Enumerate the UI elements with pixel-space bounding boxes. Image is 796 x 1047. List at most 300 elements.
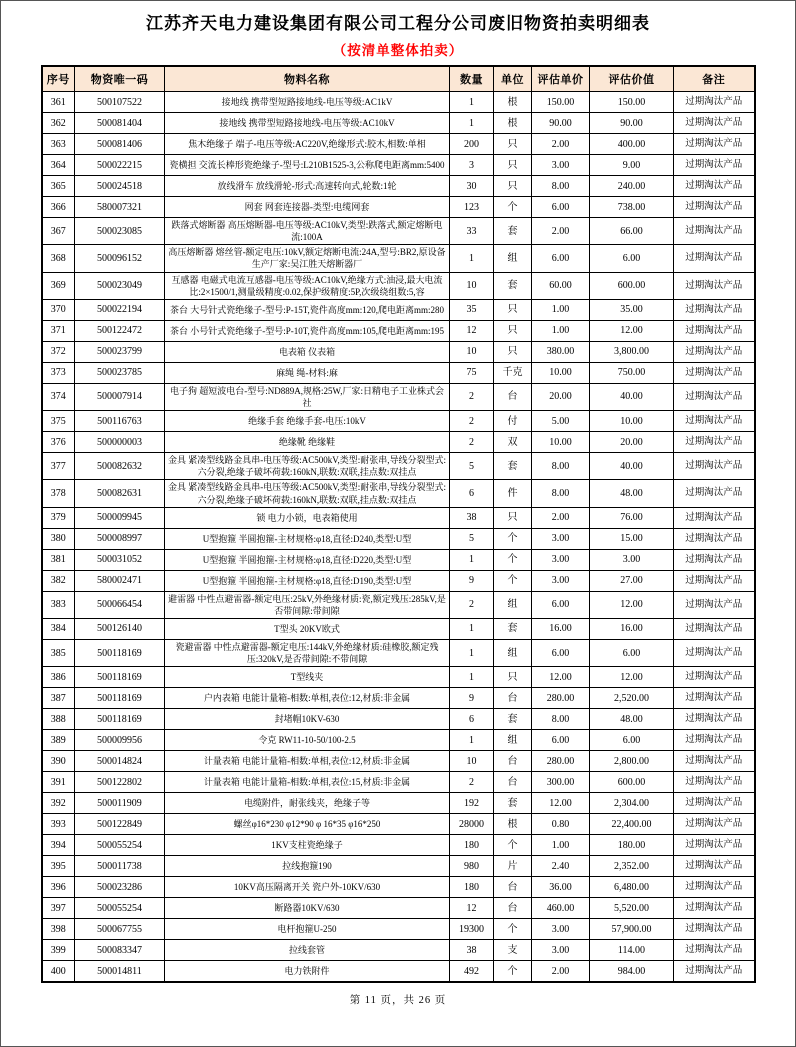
remark-cell: 过期淘汰产品 xyxy=(674,618,755,639)
material-code-column-header: 物资唯一码 xyxy=(75,66,165,92)
unit-price-column-header: 评估单价 xyxy=(532,66,590,92)
unit-price-cell: 12.00 xyxy=(532,667,590,688)
serial-cell: 362 xyxy=(42,113,75,134)
table-header-row xyxy=(42,66,755,92)
serial-cell: 399 xyxy=(42,940,75,961)
table-row xyxy=(42,134,755,155)
material-name-cell: 互感器 电磁式电流互感器-电压等级:AC10kV,绝缘方式:油浸,最大电流比:2×1500/1,测量级精度:0.02,保护级精度:5P,次级绕组数:5,容 xyxy=(165,272,450,299)
unit-cell: 台 xyxy=(494,877,532,898)
materials-table xyxy=(41,65,756,983)
unit-price-cell: 3.00 xyxy=(532,549,590,570)
quantity-cell: 1 xyxy=(450,245,494,272)
unit-column-header: 单位 xyxy=(494,66,532,92)
appraised-value-cell: 600.00 xyxy=(590,772,674,793)
table-row xyxy=(42,362,755,383)
unit-price-cell: 8.00 xyxy=(532,709,590,730)
material-name-cell: 放线滑车 放线滑轮-形式:高速转向式,轮数:1轮 xyxy=(165,176,450,197)
unit-cell: 只 xyxy=(494,134,532,155)
material-name-cell: T型头 20KV欧式 xyxy=(165,618,450,639)
appraised-value-cell: 240.00 xyxy=(590,176,674,197)
table-row xyxy=(42,432,755,453)
material-code-cell: 500118169 xyxy=(75,667,165,688)
material-name-cell: 电子狗 超短波电台-型号:ND889A,规格:25W,厂家:日精电子工业株式会社 xyxy=(165,383,450,410)
material-name-cell: 计量表箱 电能计量箱-相数:单相,表位:15,材质:非金属 xyxy=(165,772,450,793)
material-code-cell: 500014811 xyxy=(75,961,165,982)
material-code-cell: 500022194 xyxy=(75,299,165,320)
unit-cell: 只 xyxy=(494,320,532,341)
unit-cell: 只 xyxy=(494,667,532,688)
unit-cell: 组 xyxy=(494,591,532,618)
material-code-cell: 500011909 xyxy=(75,793,165,814)
appraised-value-cell: 114.00 xyxy=(590,940,674,961)
remark-cell: 过期淘汰产品 xyxy=(674,570,755,591)
serial-cell: 378 xyxy=(42,480,75,507)
appraised-value-cell: 2,800.00 xyxy=(590,751,674,772)
remark-cell: 过期淘汰产品 xyxy=(674,856,755,877)
appraised-value-cell: 15.00 xyxy=(590,528,674,549)
unit-price-cell: 12.00 xyxy=(532,793,590,814)
quantity-cell: 10 xyxy=(450,751,494,772)
remark-cell: 过期淘汰产品 xyxy=(674,341,755,362)
material-name-cell: 茶台 大号针式瓷绝缘子-型号:P-15T,瓷件高度mm:120,爬电距离mm:280 xyxy=(165,299,450,320)
material-name-cell: 拉线套管 xyxy=(165,940,450,961)
material-name-cell: 避雷器 中性点避雷器-额定电压:25kV,外绝缘材质:瓷,额定残压:285kV,是否带间隙:带间隙 xyxy=(165,591,450,618)
material-code-cell: 500009945 xyxy=(75,507,165,528)
unit-price-cell: 60.00 xyxy=(532,272,590,299)
unit-cell: 组 xyxy=(494,730,532,751)
quantity-cell: 1 xyxy=(450,639,494,666)
table-row xyxy=(42,856,755,877)
serial-cell: 366 xyxy=(42,197,75,218)
material-code-cell: 500083347 xyxy=(75,940,165,961)
quantity-column-header: 数量 xyxy=(450,66,494,92)
table-row xyxy=(42,730,755,751)
remark-cell: 过期淘汰产品 xyxy=(674,772,755,793)
quantity-cell: 180 xyxy=(450,835,494,856)
unit-price-cell: 0.80 xyxy=(532,814,590,835)
quantity-cell: 12 xyxy=(450,320,494,341)
quantity-cell: 10 xyxy=(450,341,494,362)
unit-cell: 只 xyxy=(494,507,532,528)
unit-cell: 根 xyxy=(494,113,532,134)
unit-cell: 套 xyxy=(494,793,532,814)
table-row xyxy=(42,92,755,113)
material-code-cell: 580007321 xyxy=(75,197,165,218)
appraised-value-cell: 57,900.00 xyxy=(590,919,674,940)
material-code-cell: 500081404 xyxy=(75,113,165,134)
unit-price-cell: 380.00 xyxy=(532,341,590,362)
table-row xyxy=(42,898,755,919)
quantity-cell: 1 xyxy=(450,549,494,570)
quantity-cell: 10 xyxy=(450,272,494,299)
remark-cell: 过期淘汰产品 xyxy=(674,919,755,940)
table-row xyxy=(42,591,755,618)
unit-cell: 台 xyxy=(494,688,532,709)
unit-cell: 套 xyxy=(494,709,532,730)
quantity-cell: 192 xyxy=(450,793,494,814)
quantity-cell: 6 xyxy=(450,480,494,507)
unit-cell: 付 xyxy=(494,411,532,432)
serial-cell: 376 xyxy=(42,432,75,453)
table-row xyxy=(42,814,755,835)
quantity-cell: 30 xyxy=(450,176,494,197)
unit-price-cell: 90.00 xyxy=(532,113,590,134)
quantity-cell: 38 xyxy=(450,940,494,961)
material-code-cell: 500066454 xyxy=(75,591,165,618)
serial-cell: 387 xyxy=(42,688,75,709)
material-code-cell: 500081406 xyxy=(75,134,165,155)
serial-cell: 388 xyxy=(42,709,75,730)
serial-cell: 371 xyxy=(42,320,75,341)
unit-price-cell: 6.00 xyxy=(532,730,590,751)
appraised-value-column-header: 评估价值 xyxy=(590,66,674,92)
appraised-value-cell: 40.00 xyxy=(590,383,674,410)
table-row xyxy=(42,961,755,982)
table-row xyxy=(42,549,755,570)
appraised-value-cell: 12.00 xyxy=(590,591,674,618)
quantity-cell: 35 xyxy=(450,299,494,320)
table-row xyxy=(42,877,755,898)
material-name-cell: 电力铁附件 xyxy=(165,961,450,982)
unit-price-cell: 8.00 xyxy=(532,480,590,507)
unit-price-cell: 280.00 xyxy=(532,688,590,709)
unit-price-cell: 36.00 xyxy=(532,877,590,898)
appraised-value-cell: 12.00 xyxy=(590,667,674,688)
unit-cell: 台 xyxy=(494,383,532,410)
material-name-cell: 瓷横担 交流长棒形瓷绝缘子-型号:L210B1525-3,公称爬电距离mm:5400 xyxy=(165,155,450,176)
serial-cell: 390 xyxy=(42,751,75,772)
remark-cell: 过期淘汰产品 xyxy=(674,667,755,688)
table-row xyxy=(42,835,755,856)
unit-cell: 只 xyxy=(494,341,532,362)
unit-cell: 组 xyxy=(494,245,532,272)
quantity-cell: 200 xyxy=(450,134,494,155)
unit-price-cell: 2.00 xyxy=(532,961,590,982)
material-name-cell: T型线夹 xyxy=(165,667,450,688)
remark-cell: 过期淘汰产品 xyxy=(674,411,755,432)
unit-cell: 支 xyxy=(494,940,532,961)
quantity-cell: 2 xyxy=(450,591,494,618)
quantity-cell: 28000 xyxy=(450,814,494,835)
material-name-cell: 金具 紧凑型线路金具串-电压等级:AC500kV,类型:耐张串,导线分裂型式:六分裂,绝缘子破坏荷载:160kN,联数:双联,挂点数:双挂点 xyxy=(165,480,450,507)
material-code-cell: 500007914 xyxy=(75,383,165,410)
unit-price-cell: 10.00 xyxy=(532,362,590,383)
material-code-cell: 500126140 xyxy=(75,618,165,639)
remark-column-header: 备注 xyxy=(674,66,755,92)
remark-cell: 过期淘汰产品 xyxy=(674,362,755,383)
appraised-value-cell: 12.00 xyxy=(590,320,674,341)
serial-cell: 368 xyxy=(42,245,75,272)
remark-cell: 过期淘汰产品 xyxy=(674,272,755,299)
unit-price-cell: 5.00 xyxy=(532,411,590,432)
remark-cell: 过期淘汰产品 xyxy=(674,453,755,480)
remark-cell: 过期淘汰产品 xyxy=(674,299,755,320)
unit-price-cell: 1.00 xyxy=(532,835,590,856)
unit-cell: 根 xyxy=(494,814,532,835)
quantity-cell: 19300 xyxy=(450,919,494,940)
table-row xyxy=(42,772,755,793)
material-code-cell: 500011738 xyxy=(75,856,165,877)
unit-price-cell: 10.00 xyxy=(532,432,590,453)
unit-price-cell: 1.00 xyxy=(532,320,590,341)
unit-cell: 片 xyxy=(494,856,532,877)
unit-cell: 台 xyxy=(494,751,532,772)
material-code-cell: 500008997 xyxy=(75,528,165,549)
appraised-value-cell: 5,520.00 xyxy=(590,898,674,919)
serial-cell: 373 xyxy=(42,362,75,383)
serial-cell: 365 xyxy=(42,176,75,197)
quantity-cell: 2 xyxy=(450,772,494,793)
serial-cell: 394 xyxy=(42,835,75,856)
table-row xyxy=(42,618,755,639)
remark-cell: 过期淘汰产品 xyxy=(674,639,755,666)
unit-cell: 个 xyxy=(494,961,532,982)
serial-cell: 398 xyxy=(42,919,75,940)
quantity-cell: 492 xyxy=(450,961,494,982)
serial-cell: 383 xyxy=(42,591,75,618)
unit-cell: 套 xyxy=(494,218,532,245)
appraised-value-cell: 6,480.00 xyxy=(590,877,674,898)
material-name-cell: 接地线 携带型短路接地线-电压等级:AC1kV xyxy=(165,92,450,113)
quantity-cell: 980 xyxy=(450,856,494,877)
appraised-value-cell: 6.00 xyxy=(590,639,674,666)
remark-cell: 过期淘汰产品 xyxy=(674,793,755,814)
material-name-cell: 跌落式熔断器 高压熔断器-电压等级:AC10kV,类型:跌落式,额定熔断电流:100A xyxy=(165,218,450,245)
unit-price-cell: 460.00 xyxy=(532,898,590,919)
unit-cell: 根 xyxy=(494,92,532,113)
appraised-value-cell: 180.00 xyxy=(590,835,674,856)
table-row xyxy=(42,155,755,176)
table-row xyxy=(42,320,755,341)
remark-cell: 过期淘汰产品 xyxy=(674,835,755,856)
serial-cell: 389 xyxy=(42,730,75,751)
table-row xyxy=(42,113,755,134)
table-row xyxy=(42,507,755,528)
serial-cell: 367 xyxy=(42,218,75,245)
material-code-cell: 500118169 xyxy=(75,639,165,666)
appraised-value-cell: 90.00 xyxy=(590,113,674,134)
material-name-cell: 金具 紧凑型线路金具串-电压等级:AC500kV,类型:耐张串,导线分裂型式:六分裂,绝缘子破坏荷载:160kN,联数:双联,挂点数:双挂点 xyxy=(165,453,450,480)
serial-cell: 382 xyxy=(42,570,75,591)
unit-cell: 个 xyxy=(494,197,532,218)
material-code-cell: 500082632 xyxy=(75,453,165,480)
material-name-column-header: 物料名称 xyxy=(165,66,450,92)
table-row xyxy=(42,411,755,432)
table-row xyxy=(42,341,755,362)
page-title: 江苏齐天电力建设集团有限公司工程分公司废旧物资拍卖明细表 xyxy=(146,14,650,33)
unit-price-cell: 16.00 xyxy=(532,618,590,639)
material-name-cell: 茶台 小号针式瓷绝缘子-型号:P-10T,瓷件高度mm:105,爬电距离mm:195 xyxy=(165,320,450,341)
remark-cell: 过期淘汰产品 xyxy=(674,432,755,453)
material-name-cell: 1KV支柱瓷绝缘子 xyxy=(165,835,450,856)
table-row xyxy=(42,272,755,299)
material-code-cell: 500023049 xyxy=(75,272,165,299)
remark-cell: 过期淘汰产品 xyxy=(674,113,755,134)
appraised-value-cell: 750.00 xyxy=(590,362,674,383)
appraised-value-cell: 48.00 xyxy=(590,480,674,507)
material-name-cell: 电表箱 仪表箱 xyxy=(165,341,450,362)
unit-price-cell: 3.00 xyxy=(532,919,590,940)
remark-cell: 过期淘汰产品 xyxy=(674,688,755,709)
material-code-cell: 500067755 xyxy=(75,919,165,940)
appraised-value-cell: 150.00 xyxy=(590,92,674,113)
unit-price-cell: 3.00 xyxy=(532,570,590,591)
material-name-cell: 高压熔断器 熔丝管-额定电压:10kV,额定熔断电流:24A,型号:BR2,原设备生产厂家:吴江胜天熔断器厂 xyxy=(165,245,450,272)
serial-cell: 370 xyxy=(42,299,75,320)
unit-cell: 只 xyxy=(494,155,532,176)
unit-cell: 个 xyxy=(494,549,532,570)
serial-cell: 380 xyxy=(42,528,75,549)
material-name-cell: U型抱箍 半圆抱箍-主材规格:φ18,直径:D240,类型:U型 xyxy=(165,528,450,549)
appraised-value-cell: 10.00 xyxy=(590,411,674,432)
table-row xyxy=(42,639,755,666)
appraised-value-cell: 3,800.00 xyxy=(590,341,674,362)
remark-cell: 过期淘汰产品 xyxy=(674,898,755,919)
table-row xyxy=(42,570,755,591)
table-row xyxy=(42,480,755,507)
serial-cell: 395 xyxy=(42,856,75,877)
material-code-cell: 500122472 xyxy=(75,320,165,341)
unit-price-cell: 300.00 xyxy=(532,772,590,793)
page-subtitle: （按清单整体拍卖） xyxy=(332,43,464,58)
appraised-value-cell: 40.00 xyxy=(590,453,674,480)
quantity-cell: 2 xyxy=(450,383,494,410)
serial-cell: 400 xyxy=(42,961,75,982)
serial-cell: 385 xyxy=(42,639,75,666)
quantity-cell: 9 xyxy=(450,570,494,591)
material-name-cell: 螺丝φ16*230 φ12*90 φ 16*35 φ16*250 xyxy=(165,814,450,835)
material-code-cell: 500014824 xyxy=(75,751,165,772)
material-name-cell: 拉线抱箍190 xyxy=(165,856,450,877)
unit-cell: 双 xyxy=(494,432,532,453)
material-name-cell: 电缆附件，耐张线夹，绝缘子等 xyxy=(165,793,450,814)
remark-cell: 过期淘汰产品 xyxy=(674,751,755,772)
material-code-cell: 500023286 xyxy=(75,877,165,898)
remark-cell: 过期淘汰产品 xyxy=(674,549,755,570)
material-code-cell: 500023085 xyxy=(75,218,165,245)
material-name-cell: 接地线 携带型短路接地线-电压等级:AC10kV xyxy=(165,113,450,134)
appraised-value-cell: 16.00 xyxy=(590,618,674,639)
material-name-cell: U型抱箍 半圆抱箍-主材规格:φ18,直径:D190,类型:U型 xyxy=(165,570,450,591)
remark-cell: 过期淘汰产品 xyxy=(674,940,755,961)
material-code-cell: 500122802 xyxy=(75,772,165,793)
quantity-cell: 5 xyxy=(450,528,494,549)
material-name-cell: 令克 RW11-10-50/100-2.5 xyxy=(165,730,450,751)
appraised-value-cell: 76.00 xyxy=(590,507,674,528)
serial-cell: 361 xyxy=(42,92,75,113)
serial-column-header: 序号 xyxy=(42,66,75,92)
material-code-cell: 500024518 xyxy=(75,176,165,197)
quantity-cell: 1 xyxy=(450,667,494,688)
material-code-cell: 500107522 xyxy=(75,92,165,113)
unit-price-cell: 3.00 xyxy=(532,155,590,176)
unit-price-cell: 2.00 xyxy=(532,507,590,528)
quantity-cell: 123 xyxy=(450,197,494,218)
remark-cell: 过期淘汰产品 xyxy=(674,730,755,751)
appraised-value-cell: 27.00 xyxy=(590,570,674,591)
serial-cell: 379 xyxy=(42,507,75,528)
appraised-value-cell: 6.00 xyxy=(590,730,674,751)
remark-cell: 过期淘汰产品 xyxy=(674,961,755,982)
material-code-cell: 500055254 xyxy=(75,898,165,919)
material-name-cell: 瓷避雷器 中性点避雷器-额定电压:144kV,外绝缘材质:硅橡胶,额定残压:320kV,是否带间隙:不带间隙 xyxy=(165,639,450,666)
quantity-cell: 33 xyxy=(450,218,494,245)
unit-cell: 千克 xyxy=(494,362,532,383)
unit-price-cell: 280.00 xyxy=(532,751,590,772)
material-code-cell: 500055254 xyxy=(75,835,165,856)
unit-cell: 个 xyxy=(494,570,532,591)
quantity-cell: 1 xyxy=(450,618,494,639)
table-body xyxy=(42,92,755,982)
remark-cell: 过期淘汰产品 xyxy=(674,134,755,155)
remark-cell: 过期淘汰产品 xyxy=(674,507,755,528)
serial-cell: 397 xyxy=(42,898,75,919)
serial-cell: 391 xyxy=(42,772,75,793)
serial-cell: 369 xyxy=(42,272,75,299)
quantity-cell: 2 xyxy=(450,411,494,432)
table-row xyxy=(42,383,755,410)
quantity-cell: 1 xyxy=(450,113,494,134)
appraised-value-cell: 20.00 xyxy=(590,432,674,453)
quantity-cell: 38 xyxy=(450,507,494,528)
unit-cell: 只 xyxy=(494,299,532,320)
serial-cell: 396 xyxy=(42,877,75,898)
unit-cell: 组 xyxy=(494,639,532,666)
unit-price-cell: 2.00 xyxy=(532,134,590,155)
material-code-cell: 500122849 xyxy=(75,814,165,835)
table-row xyxy=(42,453,755,480)
quantity-cell: 12 xyxy=(450,898,494,919)
serial-cell: 375 xyxy=(42,411,75,432)
remark-cell: 过期淘汰产品 xyxy=(674,176,755,197)
table-row xyxy=(42,751,755,772)
remark-cell: 过期淘汰产品 xyxy=(674,480,755,507)
unit-price-cell: 1.00 xyxy=(532,299,590,320)
remark-cell: 过期淘汰产品 xyxy=(674,591,755,618)
unit-price-cell: 6.00 xyxy=(532,639,590,666)
remark-cell: 过期淘汰产品 xyxy=(674,814,755,835)
material-name-cell: 绝缘手套 绝缘手套-电压:10kV xyxy=(165,411,450,432)
remark-cell: 过期淘汰产品 xyxy=(674,709,755,730)
appraised-value-cell: 600.00 xyxy=(590,272,674,299)
material-name-cell: 电杆抱箍U-250 xyxy=(165,919,450,940)
unit-cell: 台 xyxy=(494,772,532,793)
unit-price-cell: 3.00 xyxy=(532,528,590,549)
remark-cell: 过期淘汰产品 xyxy=(674,197,755,218)
material-code-cell: 500116763 xyxy=(75,411,165,432)
material-name-cell: 焦木绝缘子 端子-电压等级:AC220V,绝缘形式:胶木,相数:单相 xyxy=(165,134,450,155)
material-code-cell: 500000003 xyxy=(75,432,165,453)
serial-cell: 364 xyxy=(42,155,75,176)
table-row xyxy=(42,197,755,218)
remark-cell: 过期淘汰产品 xyxy=(674,245,755,272)
unit-cell: 只 xyxy=(494,176,532,197)
material-code-cell: 500118169 xyxy=(75,709,165,730)
material-code-cell: 500031052 xyxy=(75,549,165,570)
remark-cell: 过期淘汰产品 xyxy=(674,320,755,341)
remark-cell: 过期淘汰产品 xyxy=(674,218,755,245)
material-code-cell: 500023799 xyxy=(75,341,165,362)
table-row xyxy=(42,667,755,688)
material-name-cell: 麻绳 绳-材料:麻 xyxy=(165,362,450,383)
unit-price-cell: 8.00 xyxy=(532,176,590,197)
material-name-cell: 断路器10KV/630 xyxy=(165,898,450,919)
serial-cell: 377 xyxy=(42,453,75,480)
appraised-value-cell: 48.00 xyxy=(590,709,674,730)
unit-cell: 件 xyxy=(494,480,532,507)
serial-cell: 393 xyxy=(42,814,75,835)
table-row xyxy=(42,528,755,549)
